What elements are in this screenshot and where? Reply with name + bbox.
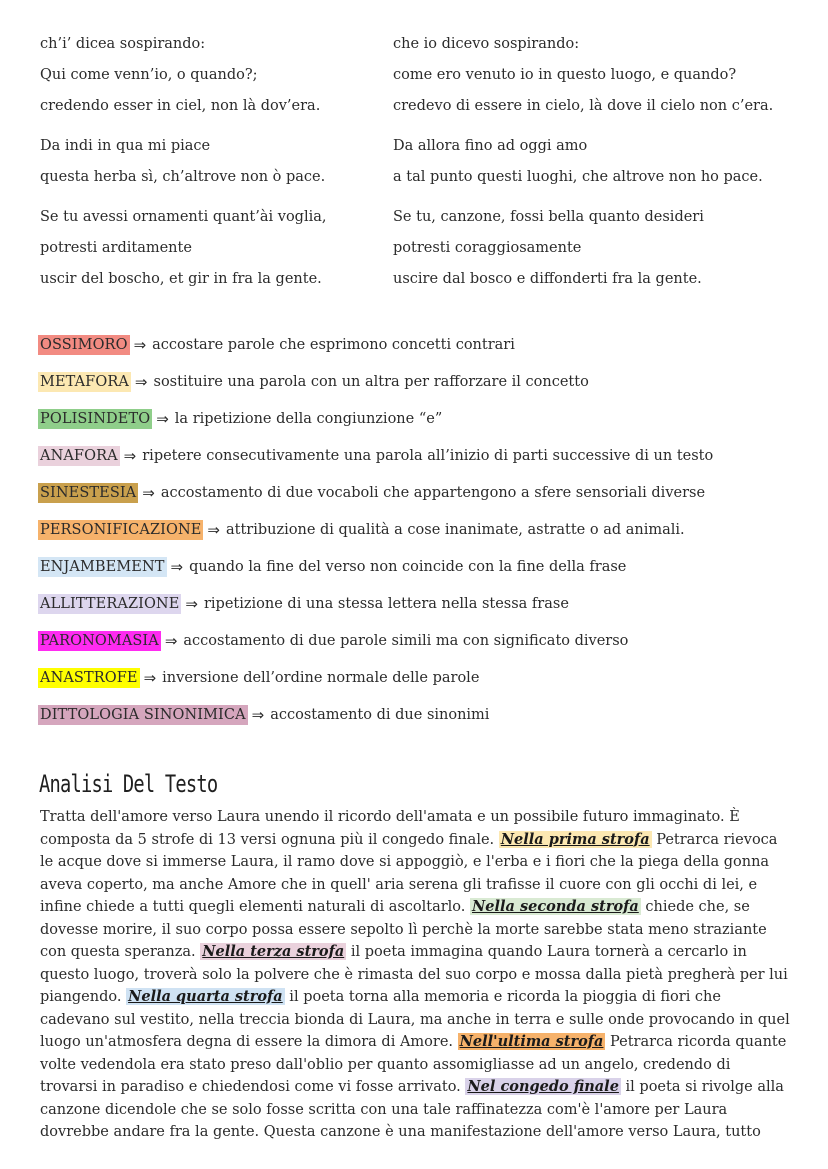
figure-row (38, 549, 798, 586)
arrow-icon: ⇒ (156, 409, 169, 428)
highlighted-stanza-label: Nel congedo finale (467, 1078, 619, 1095)
figure-row (38, 697, 798, 734)
figure-term: ALLITTERAZIONE (40, 596, 180, 613)
arrow-icon: ⇒ (170, 558, 184, 577)
stanza (40, 130, 800, 192)
analysis-text: chiede che, se dovesse morire, il suo corpo possa essere sepolto lì perchè la morte sarebbe stata meno straziante con questa speranza. (40, 899, 767, 960)
figure-row (38, 660, 798, 697)
figure-definition: la ripetizione della congiunzione “e” (174, 410, 443, 427)
arrow-icon: ⇒ (134, 372, 148, 391)
figure-definition: sostituire una parola con un altra per rafforzare il concetto (153, 373, 589, 390)
figure-term: SINESTESIA (40, 484, 137, 501)
analysis-text: il poeta torna alla memoria e ricorda la pioggia di fiori che cadevano sul vestito, nella treccia bionda di Laura, ma anche in terra e sulle onde provocando in quel luogo un'atmosfera degna di essere la dimora di Amore. (40, 989, 790, 1050)
figure-definition: inversione dell’ordine normale delle parole (162, 670, 480, 687)
highlighted-stanza-label: Nella quarta strofa (128, 988, 283, 1005)
translated-verse: Se tu, canzone, fossi bella quanto desideri (393, 208, 704, 225)
arrow-icon: ⇒ (164, 632, 178, 651)
figure-row (38, 326, 798, 363)
figure-definition: quando la fine del verso non coincide con la fine della frase (189, 559, 627, 576)
figure-row (38, 511, 798, 548)
analysis-paragraph (40, 806, 790, 1144)
verse-row (40, 161, 800, 192)
original-verse: ch’i’ dicea sospirando: (40, 35, 206, 52)
figure-term: PERSONIFICAZIONE (40, 522, 202, 539)
arrow-icon: ⇒ (207, 521, 220, 540)
verse-row (40, 59, 800, 90)
analysis-text: Petrarca ricorda quante volte vedendola era stato preso dall'oblio per quanto assomigliasse ad un angelo, credendo di trovarsi in paradiso e chiedendosi come vi fosse arrivato. (40, 1034, 787, 1095)
arrow-icon: ⇒ (185, 595, 198, 614)
figure-term: OSSIMORO (40, 336, 128, 353)
poem-translation (40, 28, 800, 303)
original-verse: uscir del boscho, et gir in fra la gente. (40, 270, 322, 287)
figure-definition: accostamento di due parole simili ma con significato diverso (183, 633, 629, 650)
original-verse: Se tu avessi ornamenti quant’ài voglia, (40, 208, 327, 225)
translated-verse: che io dicevo sospirando: (393, 35, 580, 52)
translated-verse: come ero venuto io in questo luogo, e quando? (393, 66, 737, 83)
figure-term: DITTOLOGIA SINONIMICA (40, 707, 246, 724)
figure-definition: accostare parole che esprimono concetti contrari (152, 336, 515, 353)
figure-row (38, 586, 798, 623)
figure-term: ENJAMBEMENT (40, 559, 165, 576)
original-verse: Qui come venn’io, o quando?; (40, 66, 258, 83)
figure-definition: attribuzione di qualità a cose inanimate, astratte o ad animali. (226, 522, 685, 539)
highlighted-stanza-label: Nell'ultima strofa (459, 1033, 604, 1050)
original-verse: potresti arditamente (40, 239, 192, 256)
analysis-text: Petrarca rievoca le acque dove si immerse Laura, il ramo dove si appoggiò, e l'erba e i fiori che la piega della gonna aveva coperto, ma anche Amore che in quell' aria serena gli trafisse il cuore con gli occhi di lei, e infine chiede a tutti quegli elementi naturali di ascoltarlo. (40, 831, 778, 915)
figure-term: ANASTROFE (40, 670, 138, 687)
highlighted-stanza-label: Nella seconda strofa (472, 898, 639, 915)
figure-row (38, 623, 798, 660)
figure-term: PARONOMASIA (40, 633, 159, 650)
figure-definition: ripetizione di una stessa lettera nella stessa frase (203, 596, 569, 613)
original-verse: Da indi in qua mi piace (40, 137, 211, 154)
figure-term: POLISINDETO (40, 410, 151, 427)
figure-definition: accostamento di due vocaboli che appartengono a sfere sensoriali diverse (160, 484, 706, 501)
arrow-icon: ⇒ (133, 335, 147, 354)
verse-row (40, 263, 800, 294)
figure-term: METAFORA (40, 373, 129, 390)
arrow-icon: ⇒ (142, 483, 155, 502)
verse-row (40, 130, 800, 161)
translated-verse: uscire dal bosco e diffonderti fra la gente. (393, 270, 702, 287)
arrow-icon: ⇒ (123, 446, 137, 465)
analysis-text: il poeta immagina quando Laura tornerà a cercarlo in questo luogo, troverà solo la polvere che è rimasta del suo corpo e mossa dalla pietà pregherà per lui piangendo. (40, 944, 788, 1005)
translated-verse: credevo di essere in cielo, là dove il cielo non c’era. (393, 97, 774, 114)
translated-verse: a tal punto questi luoghi, che altrove non ho pace. (393, 168, 763, 185)
highlighted-stanza-label: Nella prima strofa (500, 830, 650, 848)
figure-row (38, 363, 798, 400)
original-verse: questa herba sì, ch’altrove non ò pace. (40, 168, 326, 185)
analysis-text: il poeta si rivolge alla canzone dicendole che se solo fosse scritta con una tale raffinatezza com'è l'amore per Laura dovrebbe andare fra la gente. Questa canzone è una manifestazione dell'amore verso Laura, tutto (40, 1079, 784, 1140)
figure-definition: accostamento di due sinonimi (270, 707, 490, 724)
figure-row (38, 474, 798, 511)
verse-row (40, 201, 800, 232)
figure-definition: ripetere consecutivamente una parola all’inizio di parti successive di un testo (142, 447, 714, 464)
section-title: Analisi Del Testo (39, 770, 218, 798)
stanza (40, 28, 800, 121)
rhetorical-figures-list (38, 326, 798, 734)
highlighted-stanza-label: Nella terza strofa (202, 943, 345, 960)
analysis-text: Tratta dell'amore verso Laura unendo il ricordo dell'amata e un possibile futuro immaginato. È composta da 5 strofe di 13 versi ognuna più il congedo finale. (40, 809, 740, 848)
figure-term: ANAFORA (40, 447, 118, 464)
original-verse: credendo esser in ciel, non là dov’era. (40, 97, 321, 114)
arrow-icon: ⇒ (251, 706, 265, 725)
figure-row (38, 437, 798, 474)
translated-verse: Da allora fino ad oggi amo (393, 137, 588, 154)
verse-row (40, 232, 800, 263)
translated-verse: potresti coraggiosamente (393, 239, 582, 256)
verse-row (40, 90, 800, 121)
verse-row (40, 28, 800, 59)
arrow-icon: ⇒ (143, 669, 157, 688)
stanza (40, 201, 800, 294)
figure-row (38, 400, 798, 437)
